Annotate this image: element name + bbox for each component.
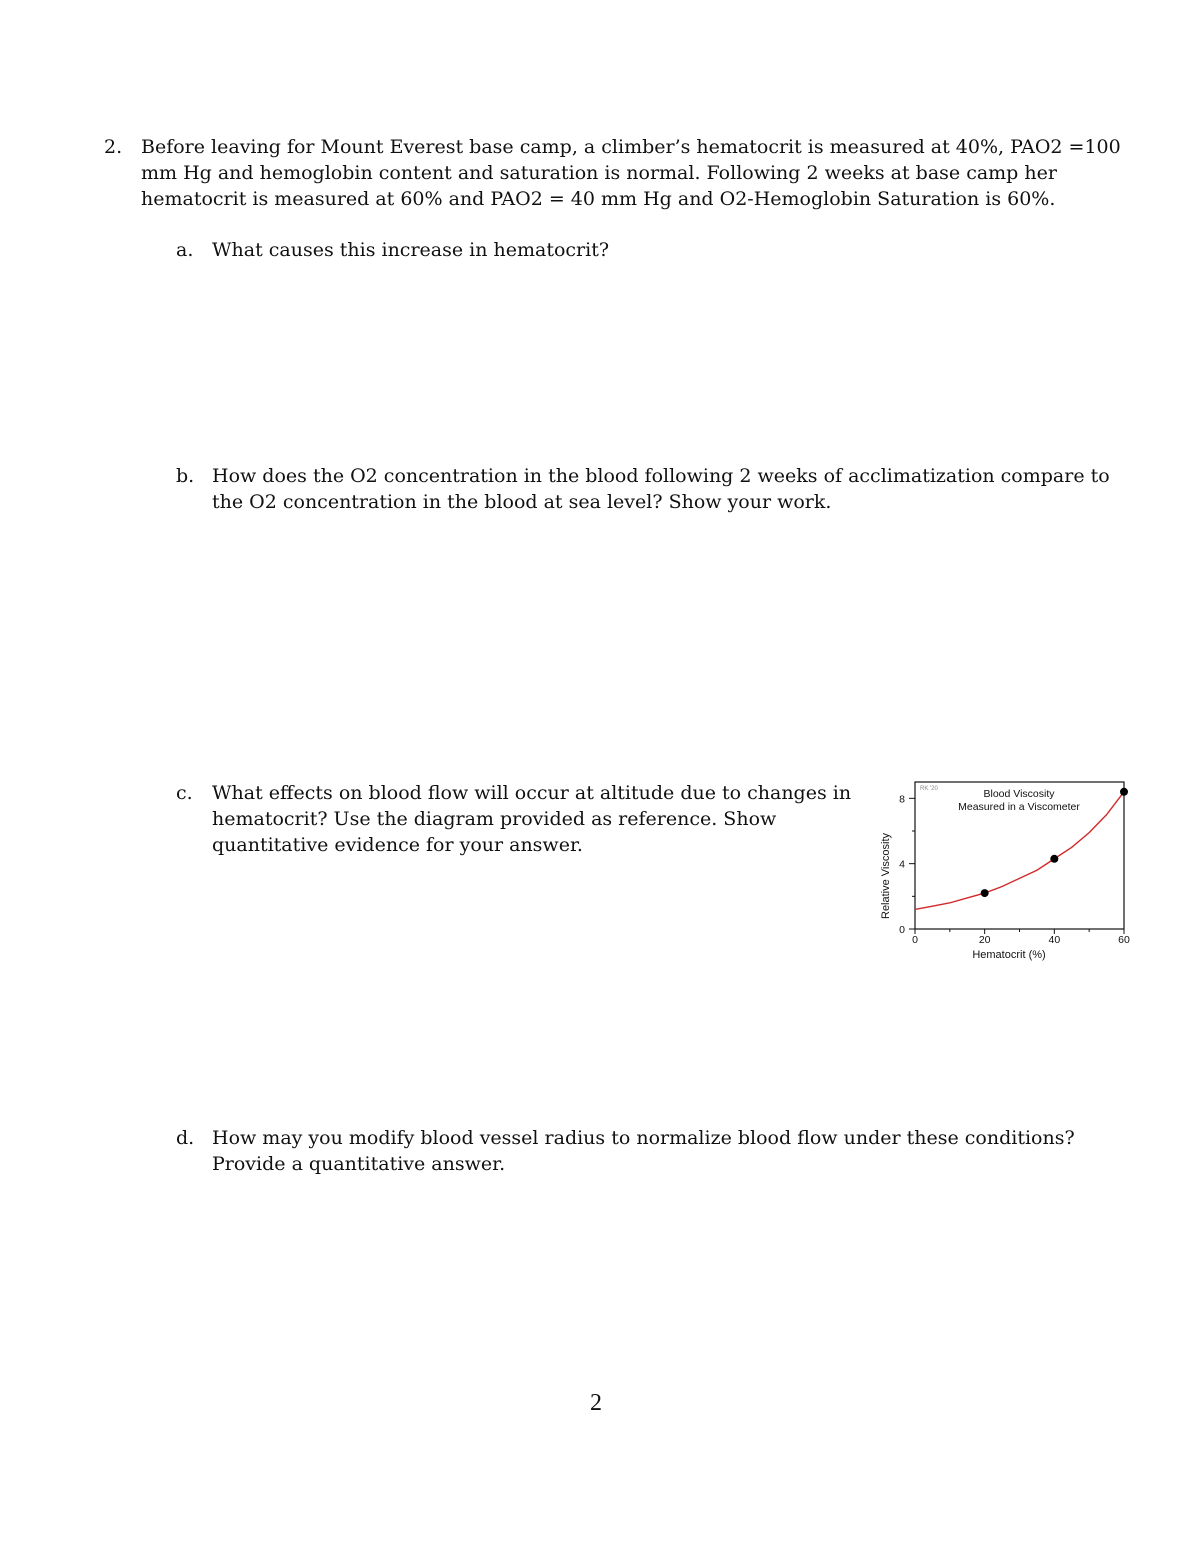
page-number: 2 <box>590 1390 602 1416</box>
question-number: 2. <box>104 136 123 158</box>
y-tick-label: 8 <box>899 793 905 806</box>
part-c-text: What effects on blood flow will occur at altitude due to changes in hematocrit? Use the diagram provided as reference. Show quantitative evidence for your answer. <box>212 782 852 856</box>
data-point <box>1050 855 1058 863</box>
x-axis-label: Hematocrit (%) <box>972 949 1046 961</box>
part-b-text: How does the O2 concentration in the blood following 2 weeks of acclimatization compare to the O2 concentration in the blood at sea level? Show your work. <box>212 465 1110 513</box>
y-tick-label: 0 <box>899 924 905 936</box>
x-tick-label: 60 <box>1118 934 1130 946</box>
part-d-text: How may you modify blood vessel radius to normalize blood flow under these conditions? Provide a quantitative answer. <box>212 1127 1075 1175</box>
part-b-letter: b. <box>176 465 195 487</box>
x-tick-label: 0 <box>912 934 918 946</box>
data-point <box>981 889 989 897</box>
chart-svg <box>866 774 1136 974</box>
chart-title: Blood Viscosity <box>983 788 1055 800</box>
y-axis-label: Relative Viscosity <box>880 833 892 919</box>
question-intro: Before leaving for Mount Everest base camp, a climber’s hematocrit is measured at 40%, PAO2 =100 mm Hg and hemoglobin content and saturation is normal. Following 2 weeks at base camp her hematocrit is measured at 60% and PAO2 = 40 mm Hg and O2-Hemoglobin Saturation is 60%. <box>141 136 1121 210</box>
data-point <box>1120 788 1128 796</box>
y-tick-label: 4 <box>899 858 905 871</box>
part-d-letter: d. <box>176 1127 195 1149</box>
chart-corner-mark: RK '20 <box>920 786 938 792</box>
x-tick-label: 20 <box>978 934 991 946</box>
part-c-letter: c. <box>176 782 193 804</box>
x-tick-label: 40 <box>1048 934 1061 946</box>
blood-viscosity-chart <box>866 774 1136 974</box>
part-a-text: What causes this increase in hematocrit? <box>212 239 610 261</box>
part-a-letter: a. <box>176 239 194 261</box>
chart-subtitle: Measured in a Viscometer <box>958 801 1080 813</box>
